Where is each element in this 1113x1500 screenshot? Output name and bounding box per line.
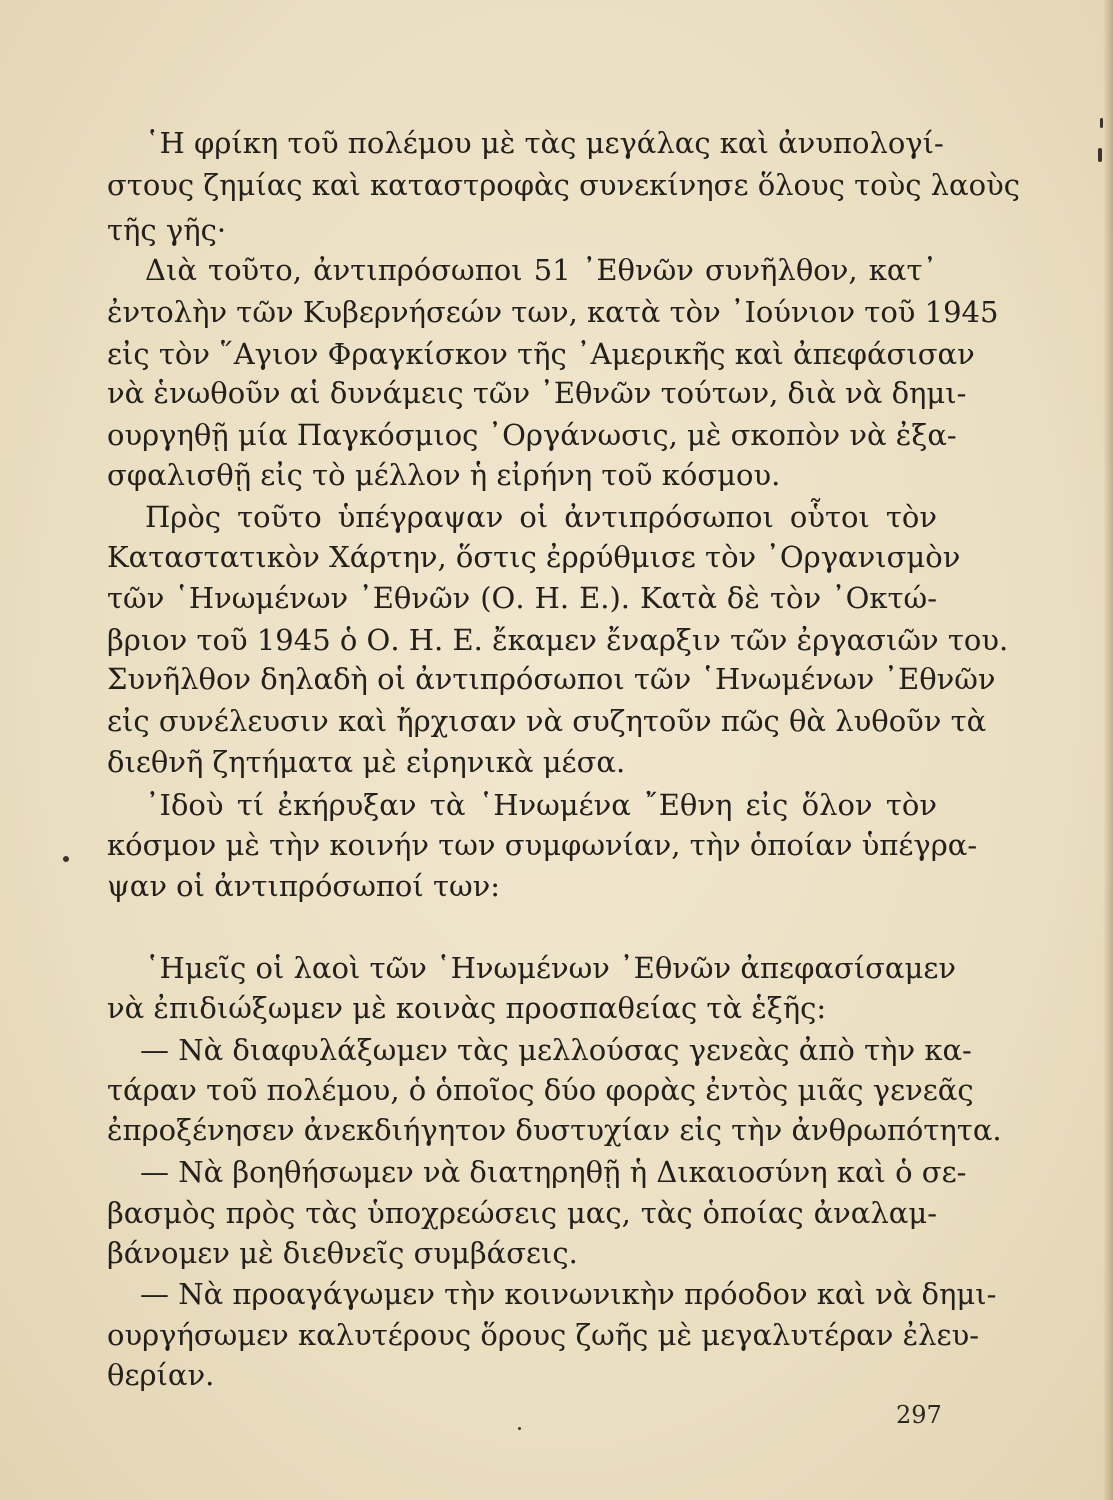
text-line-15: εἰς συνέλευσιν καὶ ἤρχισαν νὰ συζητοῦν πῶς θὰ λυθοῦν τὰ xyxy=(107,704,987,738)
text-line-23: τάραν τοῦ πολέμου, ὁ ὁποῖος δύο φορὰς ἐντὸς μιᾶς γενεᾶς xyxy=(107,1073,974,1107)
text-line-28: — Νὰ προαγάγωμεν τὴν κοινωνικὴν πρόοδον καὶ νὰ δημι- xyxy=(140,1277,997,1311)
text-line-13: βριον τοῦ 1945 ὁ Ο. Η. Ε. ἔκαμεν ἔναρξιν τῶν ἐργασιῶν του. xyxy=(107,623,1009,657)
text-line-8: ουργηθῇ μία Παγκόσμιος ᾿Οργάνωσις, μὲ σκοπὸν νὰ ἐξα- xyxy=(107,418,957,452)
text-line-2: στους ζημίας καὶ καταστροφὰς συνεκίνησε ὅλους τοὺς λαοὺς xyxy=(107,168,1020,202)
text-line-29: ουργήσωμεν καλυτέρους ὅρους ζωῆς μὲ μεγαλυτέραν ἐλευ- xyxy=(107,1318,980,1352)
page-number: 297 xyxy=(896,1401,942,1429)
text-line-20: ῾Ημεῖς οἱ λαοὶ τῶν ῾Ηνωμένων ᾿Εθνῶν ἀπεφασίσαμεν xyxy=(145,951,957,985)
page-edge-shadow xyxy=(1103,0,1113,1500)
text-line-16: διεθνῆ ζητήματα μὲ εἰρηνικὰ μέσα. xyxy=(107,745,626,779)
text-line-3: τῆς γῆς· xyxy=(107,213,227,247)
paper-speck xyxy=(1100,118,1103,128)
text-line-10: Πρὸς τοῦτο ὑπέγραψαν οἱ ἀντιπρόσωποι οὗτοι τὸν xyxy=(145,500,937,534)
text-line-17: ᾿Ιδοὺ τί ἐκήρυξαν τὰ ῾Ηνωμένα ῎Εθνη εἰς ὅλον τὸν xyxy=(145,788,937,822)
text-line-5: ἐντολὴν τῶν Κυβερνήσεών των, κατὰ τὸν ᾿Ιούνιον τοῦ 1945 xyxy=(107,295,999,329)
text-line-24: ἐπροξένησεν ἀνεκδιήγητον δυστυχίαν εἰς τὴν ἀνθρωπότητα. xyxy=(107,1113,1002,1147)
text-line-25: — Νὰ βοηθήσωμεν νὰ διατηρηθῇ ἡ Δικαιοσύνη καὶ ὁ σε- xyxy=(140,1155,967,1189)
text-line-12: τῶν ῾Ηνωμένων ᾿Εθνῶν (Ο. Η. Ε.). Κατὰ δὲ τὸν ᾿Οκτώ- xyxy=(107,581,937,615)
text-line-27: βάνομεν μὲ διεθνεῖς συμβάσεις. xyxy=(107,1236,578,1270)
text-line-18: κόσμον μὲ τὴν κοινήν των συμφωνίαν, τὴν ὁποίαν ὑπέγρα- xyxy=(107,828,978,862)
text-line-22: — Νὰ διαφυλάξωμεν τὰς μελλούσας γενεὰς ἀπὸ τὴν κα- xyxy=(140,1033,972,1067)
text-line-30: θερίαν. xyxy=(107,1358,215,1392)
text-line-4: Διὰ τοῦτο, ἀντιπρόσωποι 51 ᾿Εθνῶν συνῆλθον, κατ᾿ xyxy=(145,253,937,287)
paper-speck xyxy=(1098,148,1102,162)
text-line-1: ῾Η φρίκη τοῦ πολέμου μὲ τὰς μεγάλας καὶ ἀνυπολογί- xyxy=(145,126,944,160)
text-line-7: νὰ ἑνωθοῦν αἱ δυνάμεις τῶν ᾿Εθνῶν τούτων, διὰ νὰ δημι- xyxy=(107,376,967,410)
paper-speck xyxy=(63,856,69,862)
text-line-11: Καταστατικὸν Χάρτην, ὅστις ἐρρύθμισε τὸν ᾿Οργανισμὸν xyxy=(107,540,961,574)
text-line-6: εἰς τὸν ῞Αγιον Φραγκίσκον τῆς ᾿Αμερικῆς καὶ ἀπεφάσισαν xyxy=(107,337,975,371)
text-line-19: ψαν οἱ ἀντιπρόσωποί των: xyxy=(107,869,501,903)
text-line-21: νὰ ἐπιδιώξωμεν μὲ κοινὰς προσπαθείας τὰ ἑξῆς: xyxy=(107,991,827,1025)
text-line-26: βασμὸς πρὸς τὰς ὑποχρεώσεις μας, τὰς ὁποίας ἀναλαμ- xyxy=(107,1196,937,1230)
text-line-9: σφαλισθῇ εἰς τὸ μέλλον ἡ εἰρήνη τοῦ κόσμου. xyxy=(107,458,781,492)
text-line-14: Συνῆλθον δηλαδὴ οἱ ἀντιπρόσωποι τῶν ῾Ηνωμένων ᾿Εθνῶν xyxy=(107,662,996,696)
paper-speck xyxy=(518,1427,521,1430)
